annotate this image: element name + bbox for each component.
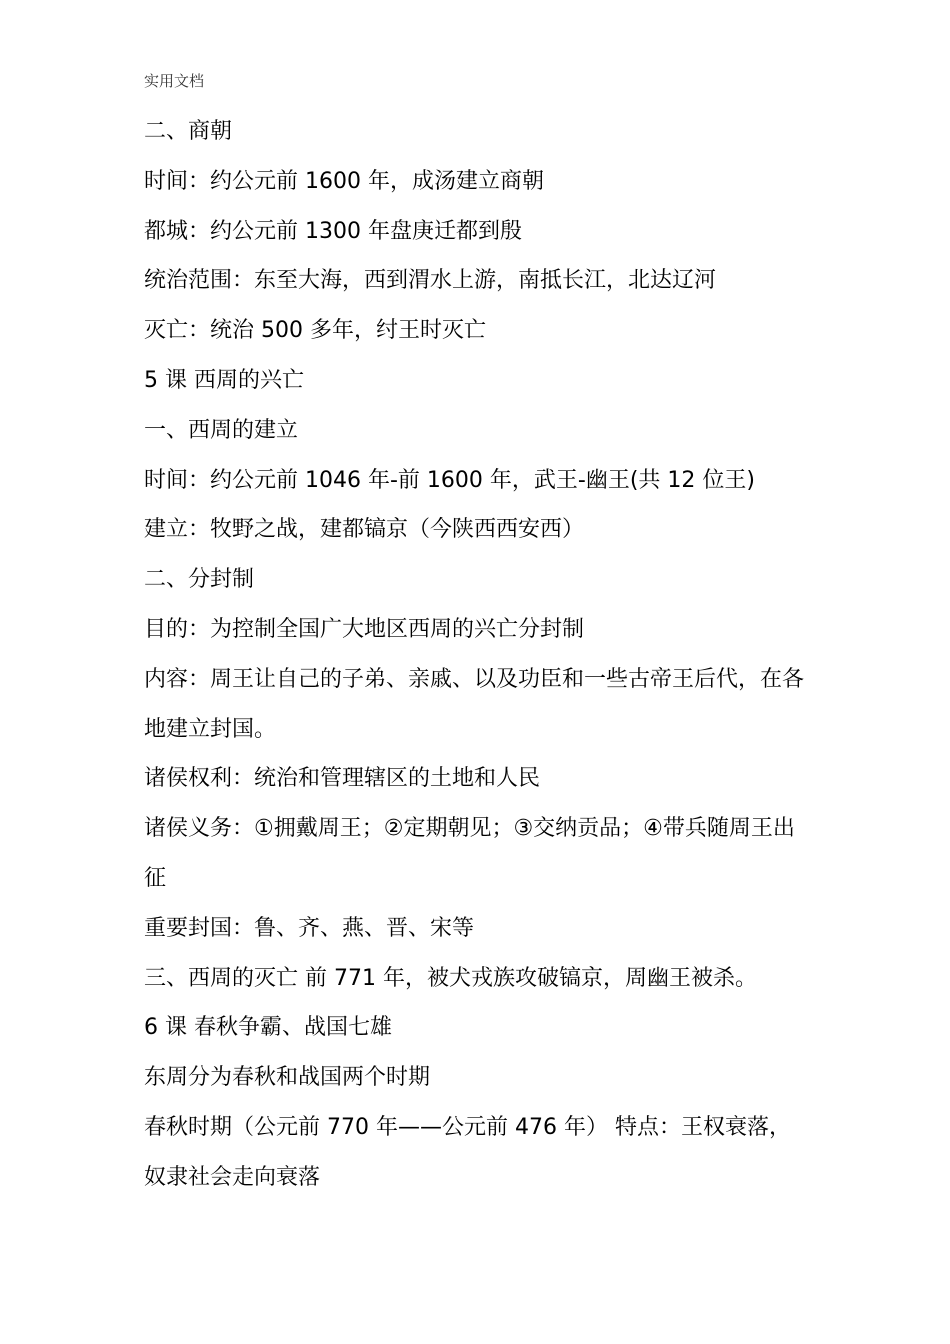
text-line: 灭亡：统治 500 多年，纣王时灭亡 xyxy=(144,318,486,344)
section-heading-western-zhou: 一、西周的建立 xyxy=(144,417,299,443)
page-header-label: 实用文档 xyxy=(144,72,205,90)
section-heading-fengjian: 二、分封制 xyxy=(144,567,255,593)
text-line: 奴隶社会走向衰落 xyxy=(144,1164,321,1190)
text-line: 内容：周王让自己的子弟、亲戚、以及功臣和一些古帝王后代，在各 xyxy=(144,666,805,692)
section-heading-shang: 二、商朝 xyxy=(144,119,233,144)
text-line: 统治范围：东至大海，西到渭水上游，南抵长江，北达辽河 xyxy=(144,268,717,294)
document-body xyxy=(144,113,824,1209)
lesson-heading-5: 5 课 西周的兴亡 xyxy=(144,367,304,393)
text-line: 时间：约公元前 1600 年，成汤建立商朝 xyxy=(144,168,544,194)
text-line: 地建立封国。 xyxy=(144,716,277,742)
lesson-heading-6: 6 课 春秋争霸、战国七雄 xyxy=(144,1015,392,1041)
text-line: 诸侯权利：统治和管理辖区的土地和人民 xyxy=(144,766,541,792)
text-line: 建立：牧野之战，建都镐京（今陕西西安西） xyxy=(144,517,585,543)
text-line: 东周分为春秋和战国两个时期 xyxy=(144,1065,431,1091)
text-line: 春秋时期（公元前 770 年——公元前 476 年） 特点：王权衰落， xyxy=(144,1114,791,1140)
text-line: 征 xyxy=(144,865,167,891)
section-heading-fall: 三、西周的灭亡 前 771 年，被犬戎族攻破镐京，周幽王被杀。 xyxy=(144,965,757,991)
text-line: 诸侯义务：①拥戴周王；②定期朝见；③交纳贡品；④带兵随周王出 xyxy=(144,816,795,842)
text-line: 重要封国：鲁、齐、燕、晋、宋等 xyxy=(144,915,475,941)
text-line: 时间：约公元前 1046 年-前 1600 年，武王-幽王(共 12 位王) xyxy=(144,467,755,493)
text-line: 目的：为控制全国广大地区西周的兴亡分封制 xyxy=(144,616,585,642)
text-line: 都城：约公元前 1300 年盘庚迁都到殷 xyxy=(144,218,522,244)
